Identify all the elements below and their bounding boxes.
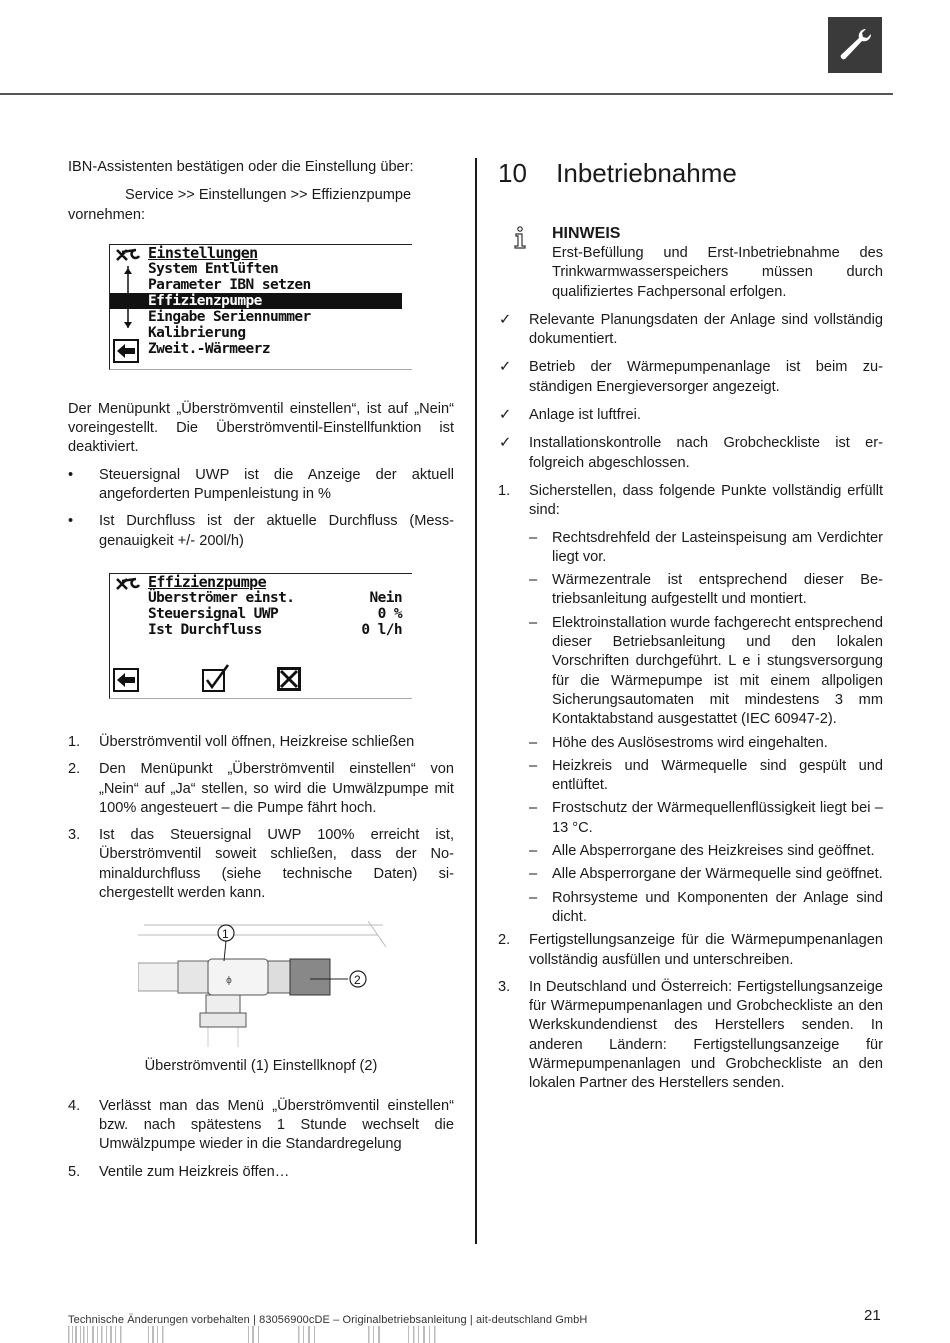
- step-number: 4.: [68, 1097, 81, 1114]
- dash-mark: –: [529, 529, 538, 546]
- dash-item: [498, 529, 883, 568]
- step-text: Den Menüpunkt „Überströmventil einstellen“ von „Nein“ auf „Ja“ stellen, so wird die Umwälzpumpe mit 100% angesteuert – die Pumpe fährt hoch.: [99, 761, 454, 816]
- dash-text: Alle Absperrorgane der Wärmequelle sind geöffnet.: [552, 866, 883, 883]
- lcd-row-value[interactable]: Nein: [369, 589, 402, 606]
- step-number: 1.: [68, 733, 81, 750]
- step-number: 3.: [498, 978, 511, 995]
- step-text: Ist das Steuersignal UWP 100% erreicht ist, Überströmventil soweit schließen, dass der Nominaldurchfluss (siehe technische Daten) sichergestellt werden kann.: [99, 827, 454, 902]
- lcd-row-value: 0 %: [377, 605, 402, 622]
- steps-list-b: [68, 1097, 454, 1182]
- left-column: [68, 158, 454, 1182]
- step-text: Fertigstellungsanzeige für die Wärmepumpenanlagen vollständig ausfüllen und unterschreiben.: [529, 932, 883, 968]
- dash-item: [498, 571, 883, 610]
- lcd-menu-item[interactable]: Parameter IBN setzen: [148, 276, 311, 293]
- lcd-menu-item[interactable]: System Entlüften: [148, 260, 279, 277]
- dash-mark: –: [529, 866, 538, 883]
- paragraph: Der Menüpunkt „Überströmventil einstellen“, ist auf „Nein“ voreingestellt. Die Überströmventil-Einstellfunktion ist deaktiviert.: [68, 400, 454, 456]
- header-rule: [0, 93, 893, 95]
- back-arrow-icon[interactable]: [113, 668, 139, 692]
- dash-text: Rohrsysteme und Komponenten der Anlage sind dicht.: [552, 889, 883, 925]
- dash-text: Wärmezentrale ist entsprechend dieser Betriebsanleitung aufgestellt und montiert.: [552, 572, 883, 608]
- lcd-menu-item-selected[interactable]: Effizienzpumpe: [110, 293, 402, 309]
- note-title: HINWEIS: [552, 225, 621, 242]
- step-item: [498, 978, 883, 1094]
- dash-text: Alle Absperrorgane des Heizkreises sind geöffnet.: [552, 843, 875, 860]
- step-number: 5.: [68, 1163, 81, 1180]
- dash-item: [498, 757, 883, 796]
- bullet-item: [68, 466, 454, 505]
- check-text: Relevante Planungsdaten der Anlage sind vollständig dokumentiert.: [529, 311, 883, 348]
- check-text: Installationskontrolle nach Grobcheckliste ist erfolgreich abgeschlossen.: [529, 435, 883, 471]
- step-item: [498, 482, 883, 521]
- check-item: [498, 434, 883, 473]
- check-text: Betrieb der Wärmepumpenanlage ist beim zuständigen Energieversorger angezeigt.: [529, 359, 883, 395]
- lcd-title: Effizienzpumpe: [148, 572, 267, 591]
- intro-text-2: vornehmen:: [68, 206, 146, 223]
- dash-text: Höhe des Auslösestroms wird eingehalten.: [552, 734, 828, 751]
- lcd-row-overflow: [110, 590, 412, 606]
- dash-list: [498, 529, 883, 928]
- step-number: 3.: [68, 827, 81, 844]
- info-icon: [514, 226, 526, 250]
- step-item: [68, 826, 454, 903]
- dash-item: [498, 799, 883, 838]
- lcd-row-flow: [110, 622, 412, 638]
- page-number: 21: [864, 1307, 881, 1324]
- lcd-row-label: Steuersignal UWP: [148, 605, 279, 622]
- back-arrow-icon[interactable]: [113, 339, 139, 363]
- dash-text: Heizkreis und Wärmequelle sind gespült und entlüftet.: [552, 757, 883, 794]
- intro-text: IBN-Assistenten bestätigen oder die Einstellung über:: [68, 159, 414, 175]
- column-divider: [475, 158, 477, 1244]
- steps-list-a: [68, 733, 454, 903]
- lcd-efficiency-pump-screen: [109, 573, 412, 699]
- lcd-row-label: Ist Durchfluss: [148, 621, 262, 638]
- note-text: Erst-Befüllung und Erst-Inbetriebnahme des Trinkwarmwasserspeichers müssen durch qualifiziertes Fachpersonal erfolgen.: [552, 245, 883, 300]
- check-item: [498, 406, 883, 425]
- dash-item: [498, 842, 883, 861]
- dash-mark: –: [529, 889, 538, 906]
- dash-mark: –: [529, 614, 538, 631]
- cancel-x-icon[interactable]: [276, 666, 302, 692]
- checkmark-icon: ✓: [499, 435, 512, 452]
- confirm-check-icon[interactable]: [202, 664, 230, 692]
- step-text: Ventile zum Heizkreis öffen…: [99, 1163, 290, 1180]
- bullet-text: Ist Durchfluss ist der aktuelle Durchfluss (Messgenauigkeit +/- 200l/h): [99, 513, 454, 549]
- step-text: Sicherstellen, dass folgende Punkte vollständig erfüllt sind:: [529, 482, 883, 519]
- check-item: [498, 311, 883, 350]
- dash-item: [498, 734, 883, 753]
- callout-1: 1: [222, 927, 229, 942]
- step-item: [68, 760, 454, 818]
- dash-mark: –: [529, 800, 538, 817]
- step-text: Überströmventil voll öffnen, Heizkreise schließen: [99, 733, 415, 750]
- figure-caption: Überströmventil (1) Einstellknopf (2): [144, 1058, 378, 1075]
- lcd-row-label: Überströmer einst.: [148, 589, 295, 606]
- step-number: 2.: [68, 761, 81, 778]
- dash-text: Frostschutz der Wärmequellenflüssigkeit liegt bei –13 °C.: [552, 800, 883, 836]
- checkmark-icon: ✓: [499, 359, 512, 376]
- chapter-tab: [828, 17, 882, 73]
- step-item: [68, 733, 454, 752]
- footer-text: Technische Änderungen vorbehalten | 83056900cDE – Originalbetriebsanleitung | ait-deutschland GmbH: [68, 1314, 588, 1326]
- chapter-title: Inbetriebnahme: [556, 158, 737, 188]
- checklist: [498, 311, 883, 473]
- chapter-number: 10: [498, 158, 527, 188]
- bullet-mark: •: [68, 513, 74, 530]
- dash-mark: –: [529, 734, 538, 751]
- lcd-settings-screen: [109, 244, 412, 370]
- tools-icon: [113, 577, 143, 607]
- valve-figure: [68, 913, 454, 1053]
- bullet-text: Steuersignal UWP ist die Anzeige der aktuell angeforderten Pumpenleistung in %: [99, 466, 454, 503]
- step-item: [498, 931, 883, 970]
- step-text: Verlässt man das Menü „Überströmventil einstellen“ bzw. nach spätestens 1 Stunde wechselt die Umwälzpumpe wieder in die Standardregelung: [99, 1097, 454, 1153]
- dash-mark: –: [529, 843, 538, 860]
- step-number: 2.: [498, 932, 511, 949]
- menu-path: Service >> Einstellungen >> Effizienzpumpe: [125, 187, 412, 204]
- lcd-title: Einstellungen: [148, 243, 258, 262]
- right-column: [498, 158, 883, 1094]
- tools-icon: [113, 248, 143, 338]
- valve-illustration: [138, 917, 388, 1049]
- wrench-icon: [836, 26, 874, 64]
- lcd-row-value: 0 l/h: [361, 621, 402, 638]
- dash-text: Elektroinstallation wurde fachgerecht entsprechend dieser Betriebsanleitung und den lokalen Vorschriften durchgeführt. L e i stungsversorgung für die Wärmepumpe ist mit einem allpoligen Sicherungsautomaten mit mindestens 3 mm Kontaktabstand ausgestattet (IEC 60947-2).: [552, 614, 883, 728]
- step-number: 1.: [498, 482, 511, 499]
- note-box: [498, 224, 883, 302]
- check-text: Anlage ist luftfrei.: [529, 407, 641, 424]
- checkmark-icon: ✓: [499, 407, 512, 424]
- checkmark-icon: ✓: [499, 311, 512, 328]
- check-item: [498, 358, 883, 397]
- callout-2: 2: [354, 973, 361, 988]
- dash-item: [498, 865, 883, 884]
- lcd-menu-item[interactable]: Eingabe Seriennummer: [148, 308, 311, 325]
- lcd-menu-item[interactable]: Kalibrierung: [148, 324, 246, 341]
- lcd-menu-item[interactable]: Zweit.-Wärmeerz: [148, 340, 270, 357]
- dash-text: Rechtsdrehfeld der Lasteinspeisung am Verdichter liegt vor.: [552, 529, 883, 565]
- chapter-heading: [498, 158, 883, 188]
- step-text: In Deutschland und Österreich: Fertigstellungsanzeige für Wärmepumpenanlagen und Grobcheckliste an den Werkskundendienst des Herstellers senden. In anderen Ländern: Fertigstellungsanzeige für Wärmepumpenanlagen und Grobcheckliste an den lokalen Partner des Herstellers senden.: [529, 978, 883, 1092]
- svg-text:ɸ: ɸ: [226, 976, 232, 987]
- dash-mark: –: [529, 572, 538, 589]
- bullet-mark: •: [68, 466, 74, 483]
- lcd-row-signal: [110, 606, 412, 622]
- dash-item: [498, 614, 883, 730]
- dash-item: [498, 889, 883, 928]
- dash-mark: –: [529, 757, 538, 774]
- step-item: [68, 1163, 454, 1182]
- bullet-item: [68, 512, 454, 551]
- step-item: [68, 1097, 454, 1155]
